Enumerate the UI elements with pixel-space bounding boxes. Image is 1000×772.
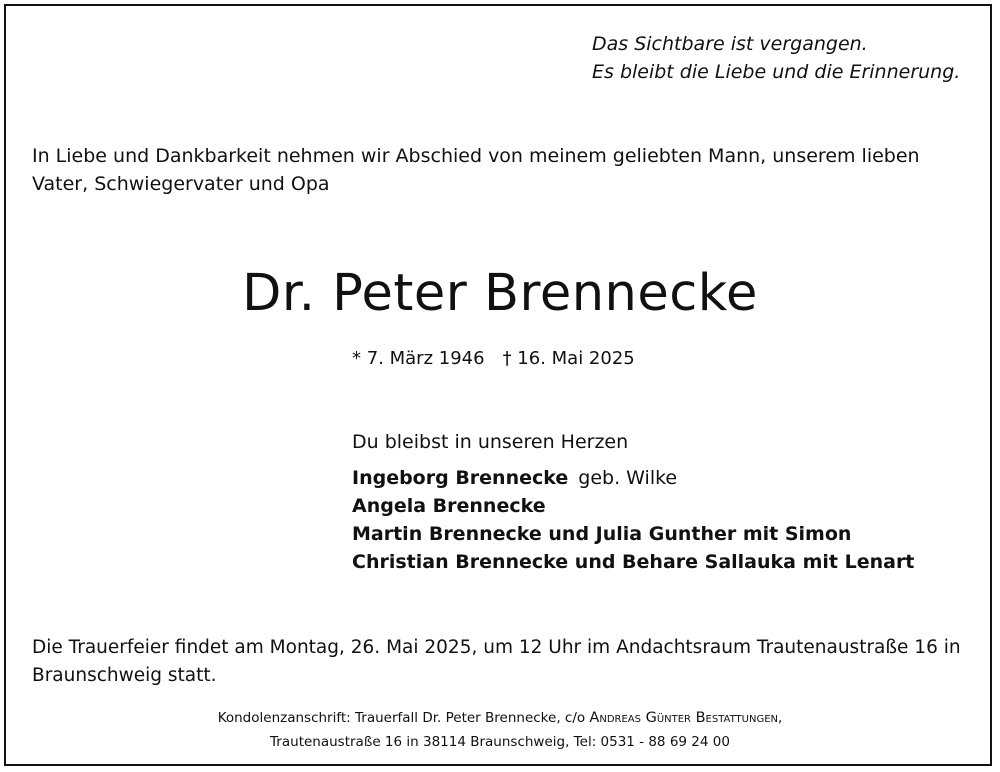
motto-line-1: Das Sichtbare ist vergangen. [592,33,868,55]
birth-date: * 7. März 1946 [352,348,485,369]
mourners-list [352,464,914,576]
deceased-name: Dr. Peter Brennecke [242,264,758,323]
ceremony-info: Die Trauerfeier findet am Montag, 26. Mai 2025, um 12 Uhr im Andachtsraum Trautenaustraße 16 in Braunschweig statt. [32,637,961,686]
death-date: † 16. Mai 2025 [502,348,635,369]
mourner-name: Ingeborg Brennecke [352,467,569,489]
funeral-home-name: Andreas Günter Bestattungen [589,710,779,726]
life-dates [352,346,635,372]
mourner-name: Christian Brennecke und Behare Sallauka mit Lenart [352,551,915,573]
mourner-item [352,548,914,576]
condolence-address [0,706,1000,754]
motto-quote [592,30,960,86]
condolence-suffix: , [778,710,783,726]
condolence-prefix: Kondolenzanschrift: Trauerfall Dr. Peter Brennecke, c/o [217,710,590,726]
mourner-note: geb. Wilke [578,467,678,489]
intro-text: In Liebe und Dankbarkeit nehmen wir Abschied von meinem geliebten Mann, unserem lieben Vater, Schwiegervater und Opa [32,145,920,195]
condolence-line-2: Trautenaustraße 16 in 38114 Braunschweig, Tel: 0531 - 88 69 24 00 [270,734,730,750]
mourner-item [352,492,914,520]
mourner-name: Martin Brennecke und Julia Gunther mit Simon [352,523,852,545]
mourner-item [352,520,914,548]
farewell-line: Du bleibst in unseren Herzen [352,431,629,453]
condolence-line-1 [0,706,1000,730]
mourner-item [352,464,914,492]
mourner-name: Angela Brennecke [352,495,546,517]
motto-line-2: Es bleibt die Liebe und die Erinnerung. [592,61,961,83]
